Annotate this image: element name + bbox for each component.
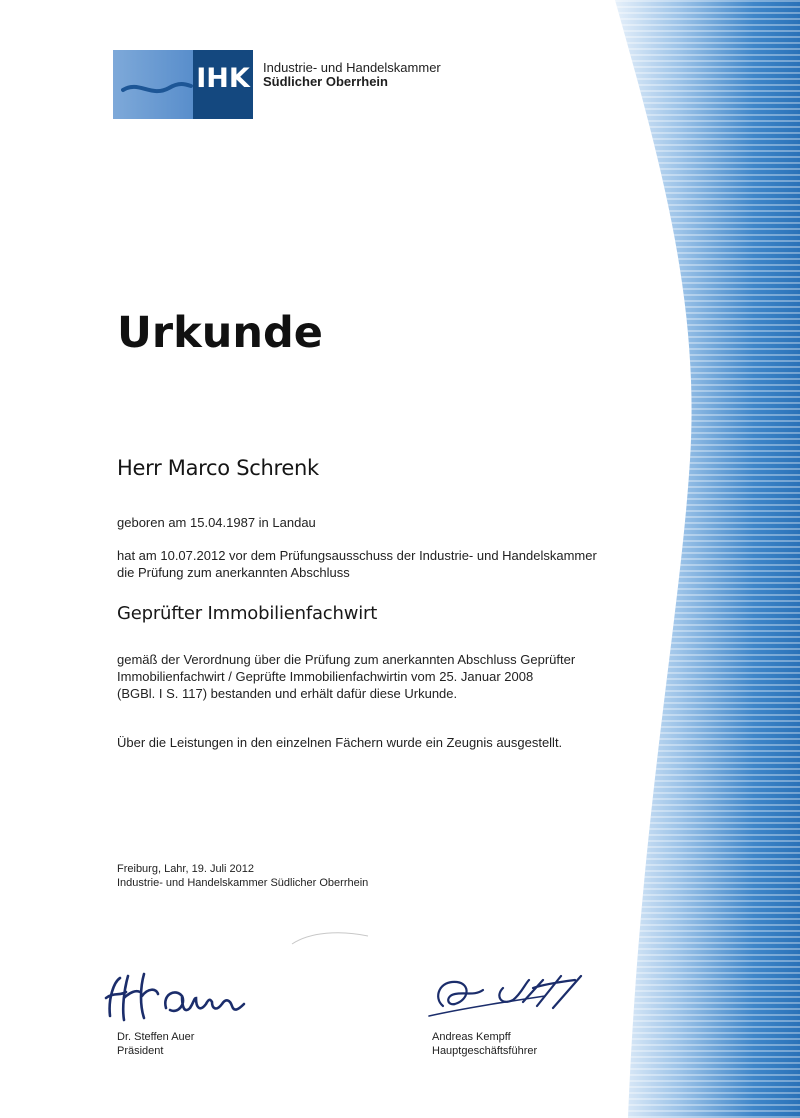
signatory-right-name: Andreas Kempff [432,1031,511,1043]
regulation-line3: (BGBl. I S. 117) bestanden und erhält dafür diese Urkunde. [117,686,458,701]
signatory-right-role: Hauptgeschäftsführer [432,1045,538,1057]
org-name-line2: Südlicher Oberrhein [263,74,388,89]
recipient-name: Herr Marco Schrenk [117,456,319,480]
regulation-line2: Immobilienfachwirt / Geprüfte Immobilienfachwirtin vom 25. Januar 2008 [117,669,534,684]
zeugnis-note: Über die Leistungen in den einzelnen Fächern wurde ein Zeugnis ausgestellt. [117,735,563,750]
signature-right [425,972,590,1030]
signatory-left-role: Präsident [117,1045,164,1057]
faint-mark [290,928,370,948]
place-date: Freiburg, Lahr, 19. Juli 2012 [117,863,254,875]
issuer-name: Industrie- und Handelskammer Südlicher Oberrhein [117,877,369,889]
signatory-left-name: Dr. Steffen Auer [117,1031,195,1043]
signature-left [100,968,250,1030]
degree-title: Geprüfter Immobilienfachwirt [117,603,378,624]
logo-wordmark: IHK [196,63,250,94]
certificate-title: Urkunde [117,308,323,358]
exam-statement-line1: hat am 10.07.2012 vor dem Prüfungsausschuss der Industrie- und Handelskammer [117,548,597,563]
birth-info: geboren am 15.04.1987 in Landau [117,515,316,530]
wave-icon [121,72,193,100]
regulation-line1: gemäß der Verordnung über die Prüfung zum anerkannten Abschluss Geprüfter [117,652,576,667]
exam-statement-line2: die Prüfung zum anerkannten Abschluss [117,565,350,580]
org-name-line1: Industrie- und Handelskammer [263,60,441,75]
ihk-logo [113,50,253,119]
